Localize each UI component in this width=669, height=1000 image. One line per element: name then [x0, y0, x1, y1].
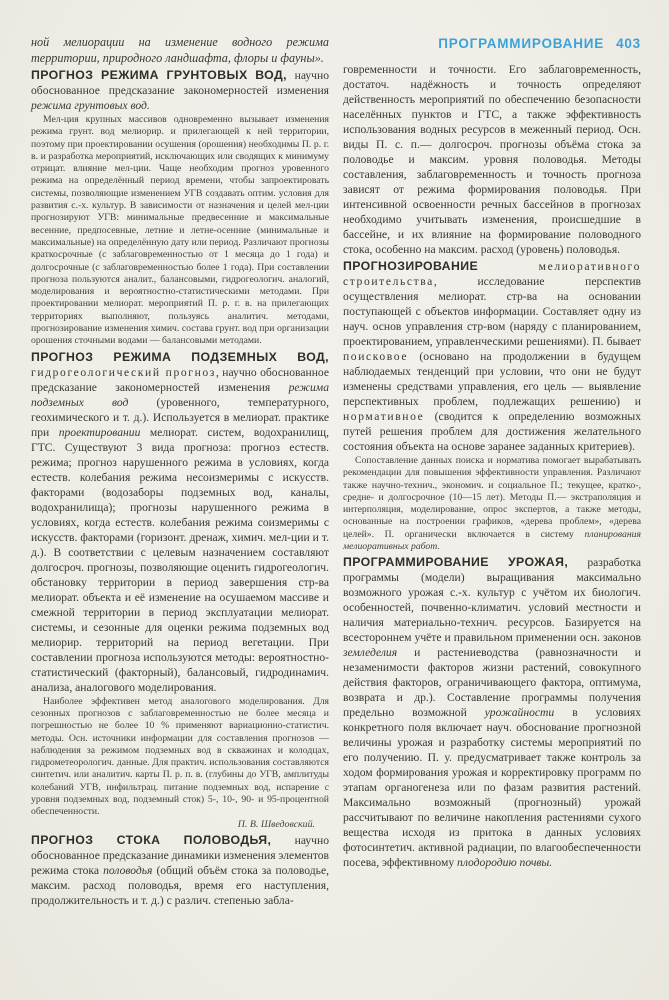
page-number: 403: [616, 36, 641, 51]
continuation-paragraph: [343, 62, 641, 257]
entry-text: , научно обоснованное предсказание закономерностей изменения: [31, 365, 329, 394]
smallprint-paragraph: [343, 455, 641, 553]
entry-term: ПРОГНОЗИРОВАНИЕ: [343, 259, 539, 273]
smallprint-italic-term: планирования мелиоративных работ.: [343, 528, 641, 553]
continuation-text: ной мелиорации на изменение водного режима территории, природного ландшафта, флоры и фауны».: [31, 35, 329, 65]
entry-term: ПРОГРАММИРОВАНИЕ УРОЖАЯ,: [343, 555, 588, 570]
entry-italic-term: половодья: [103, 863, 153, 877]
entry-text: и растениеводства (равнозначности и незаменимости факторов жизни растений, совокупного действия факторов, ограничивающего фактора, оптимума, возврата и др.). Составление программы получения предельно возможной: [343, 646, 641, 720]
entry-text: (сводится к определению возможных путей решения проблем для достижения желательного состояния объекта на основе заранее заданных критериев).: [343, 410, 641, 453]
entry-prognoz-rezhima-podzemnyh-vod: [31, 350, 329, 695]
continuation-text: говременности и точности. Его заблаговременность, достаточ. надёжность и точность определяют действенность мероприятий по обеспечению безопасности населённых пунктов и ГТС, а также эффективность использования водных ресурсов в меженный период. Осн. виды П. с. п.— долгосроч. прогнозы объёма стока за половодье и максим. уровня половодья. Методы составления, заблаговременность и точность прогноза зависят от режима формирования половодья. При интенсивной освоенности речных бассейнов в прогнозах необходимо учитывать изменения, происшедшие в бассейне, и их влияние на формирование половодного стока, особенно на максим. расход (уровень) половодья.: [343, 63, 641, 256]
entry-text: мелиорат. систем, водохранилищ, ГТС. Существуют 3 вида прогноза: прогноз естеств. режима; прогноз нарушенного режима в условиях, когда естеств. колебания режима несоизмеримы с искусств. факторами (водозаборы подземных вод, каналы, водохранилища); прогнозы нарушенного режима в условиях, когда естеств. колебания режима соизмеримы с искусств. факторами (горизонт. дренаж, химич. мел-ции и т. д.). В соответствии с целевым назначением составляют долгосроч. прогнозы, позволяющие оценить гидрогеологич. обстановку территории в период завершения стр-ва мелиорат. объекта и её изменение на осушаемом массиве и смежной территории в период эксплуатации мелиорат. системы, и сезонные для оценки режима подземных вод мелиорир. территорий на период вегетации. При составлении прогноза используются методы: вероятностно-статистический (факторный), балансовый, гидродинамич. анализа, аналогового моделирования.: [31, 425, 330, 694]
right-column: [343, 34, 641, 908]
entry-spaced-term: мелиоративного строительства: [343, 260, 641, 288]
continuation-paragraph: [31, 34, 329, 66]
smallprint-text: Сопоставление данных поиска и норматива помогает вырабатывать рекомендации для повышения эффективности управления. Различают также научно-технич., экономич. и социальное П.; текущее, кратко-, средне- и долгосрочное (10—15 лет). Методы П.— экстраполяция и интерполяция, моделирование, опрос экспертов, а также методы, основанные на построении графиков, «дерева проблем», «дерева целей». П. органически включается в систему: [343, 455, 641, 540]
entry-italic-term: земледелия: [343, 646, 398, 660]
entry-term: ПРОГНОЗ СТОКА ПОЛОВОДЬЯ,: [31, 832, 295, 847]
entry-text: разработка программы (модели) выращивания максимально возможного урожая с.-х. культур с учётом их биологич. особенностей, почвенно-климатич. условий местности и наличия материально-технич. ресурсов. Базируется на всестороннем учёте и правильном применении осн. законов: [343, 556, 641, 645]
entry-italic-term: режима грунтовых вод.: [31, 99, 150, 112]
entry-italic-term: плодородию почвы.: [457, 856, 553, 870]
entry-text: (уровенного, температурного, геохимического и т. д.). Используется в мелиорат. практике при: [31, 395, 329, 439]
entry-spaced-term: гидрогеологический прогноз: [31, 365, 216, 379]
smallprint-text: Мел-ция крупных массивов одновременно вызывает изменения режима грунт. вод мелиорир. и прилегающей к ней территории, поэтому при проектировании осушения (орошения) необходимы П. р. г. в. и разработка мероприятий, исключающих или сводящих к минимуму отрицат. влияние мел-ции. Чаще необходим прогноз уровенного режима на определённый период времени, чтобы запроектировать системы, позволяющие изменением УГВ создавать оптим. условия для развития с.-х. культур. В зависимости от назначения и целей мел-ции прогнозируют УГВ: минимальные предвесенние и максимальные весенние, предпосевные, летние и летне-осенние (минимальные и максимальные) на определённую дату или период. Различают прогнозы краткосрочные (с заблаговременностью от 1 месяца до 1 года) и долгосрочные (с заблаговременностью более 1 года). При составлении прогноза пользуются аналит., балансовыми, гидрогеологич. аналогий, моделирования и вероятностно-статистическими методами. При проектировании мелиорат. мероприятий П. р. г. в. на прилегающих территориях выполняют, пользуясь аналитич. методами, прогнозирование изменения химич. состава грунт. вод при организации орошения сточными водами — балансовыми методами.: [31, 114, 329, 347]
signature-text: П. В. Шведовский.: [237, 818, 315, 830]
entry-programmirovanie-urozhaya: [343, 555, 641, 870]
entry-prognoz-rezhima-gruntovyh-vod: [31, 68, 329, 113]
entry-italic-term: проектировании: [58, 425, 141, 439]
smallprint-paragraph: [31, 114, 329, 348]
entry-italic-term: режима подземных вод: [31, 380, 329, 409]
running-head: [343, 36, 641, 51]
smallprint-paragraph: [31, 696, 329, 819]
entry-text: (основано на продолжении в будущем наблюдаемых тенденций при условии, что они не будут изменены средствами управления, его цель — выявление перспективных проблем, подлежащих решению) и: [343, 350, 641, 408]
entry-text: (общий объём стока за половодье, максим. расход половодья, время его наступления, продолжительность и т. д.) с различ. степенью забла-: [31, 863, 329, 907]
entry-text: научно обоснованное предсказание закономерностей изменения: [31, 69, 329, 97]
left-column: [31, 34, 329, 908]
entry-term: ПРОГНОЗ РЕЖИМА ПОДЗЕМНЫХ ВОД,: [31, 349, 329, 364]
entry-term: ПРОГНОЗ РЕЖИМА ГРУНТОВЫХ ВОД,: [31, 68, 295, 82]
entry-prognoz-stoka-polovodya: [31, 833, 329, 908]
entry-italic-term: урожайности: [484, 706, 555, 720]
entry-spaced-term: поисковое: [343, 350, 409, 363]
entry-text: , исследование перспектив осуществления мелиорат. стр-ва на основании поступающей с объектов информации. Составляет одну из науч. основ управления стр-вом (наряду с планированием, проектированием, управленческими решениями). П. бывает: [343, 275, 641, 348]
running-title: ПРОГРАММИРОВАНИЕ: [438, 36, 605, 51]
smallprint-text: Наиболее эффективен метод аналогового моделирования. Для сезонных прогнозов с заблаговременностью не более месяца и погрешностью не более 10 % применяют вариационно-статистич. методы. Осн. источники информации для составления прогнозов — наблюдения за режимом подземных вод в скважинах и колодцах, гидрометеорологич. данные. Для практич. использования составляются синтетич. или аналитич. карты П. р. п. в. (глубины до УГВ, амплитуды колебаний УГВ, инфильтрац. питание подземных вод, испарение с уровня подземных вод, подземный сток) 5-, 10-, 90- и 95-процентной обеспеченности.: [31, 695, 329, 818]
entry-text: в условиях конкретного поля включает науч. обоснование прогнозной величины урожая и разработку системы мероприятий по его получению. П. у. предусматривает также контроль за ходом формирования урожая и корректировку программ по этапам органогенеза или по фазам развития растений. Максимально возможный (прогнозный) урожай рассчитывают по величине накопления растениями сухого вещества исходя из притока в данных условиях фотосинтетич. активной радиации, по влагообеспеченности посева, эффективному: [343, 706, 641, 870]
author-signature: [31, 819, 329, 831]
entry-spaced-term: нормативное: [343, 410, 425, 423]
two-column-layout: [31, 34, 641, 908]
entry-text: научно обоснованное предсказание динамики изменения элементов режима стока: [31, 833, 330, 877]
entry-prognozirovanie: [343, 259, 641, 454]
